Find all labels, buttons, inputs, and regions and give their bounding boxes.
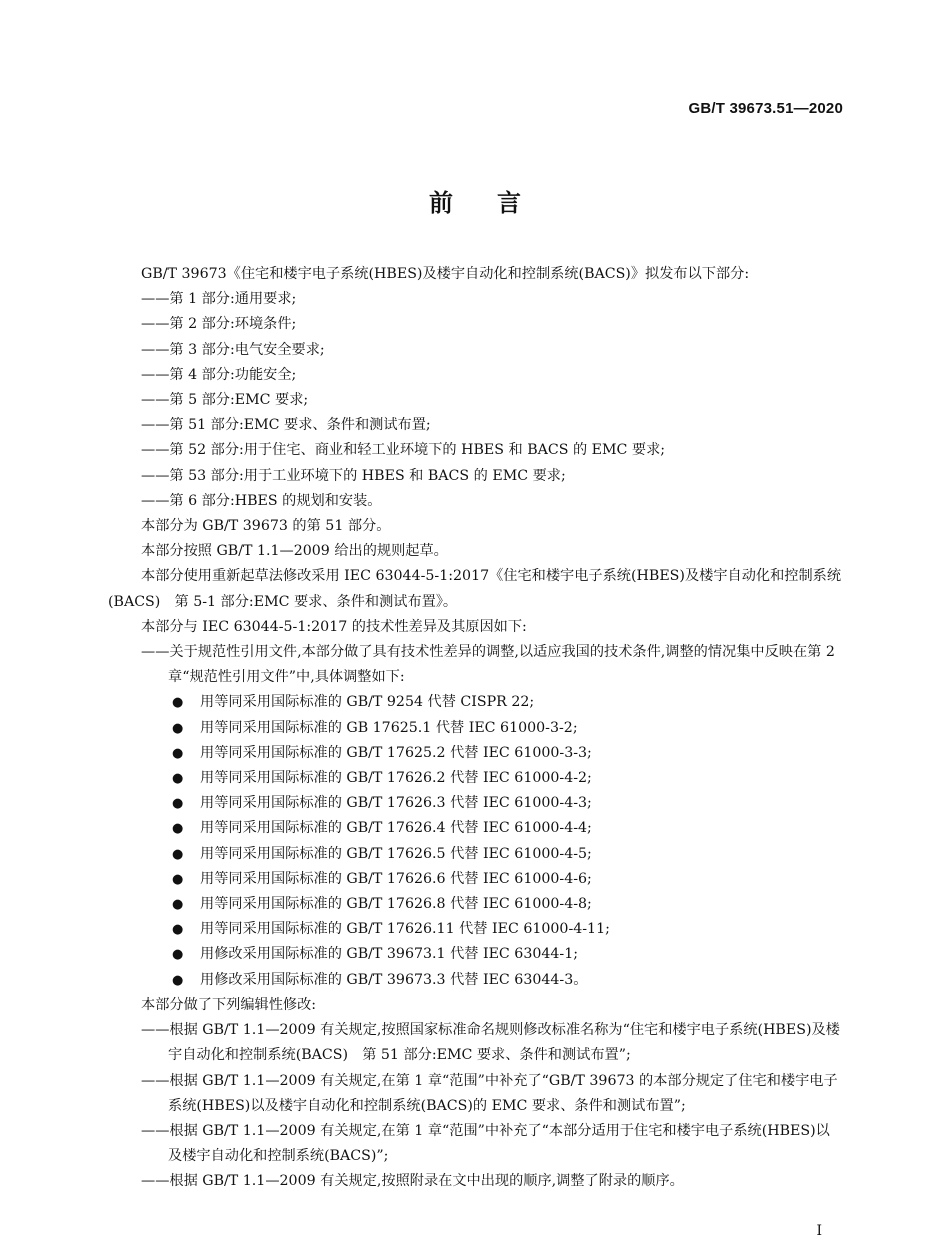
bullet-item: ● 用等同采用国际标准的 GB/T 17626.3 代替 IEC 61000-4-3;: [108, 791, 843, 816]
bullet-item: ● 用等同采用国际标准的 GB/T 17626.4 代替 IEC 61000-4-4;: [108, 816, 843, 841]
part-item: ——第 51 部分:EMC 要求、条件和测试布置;: [141, 417, 431, 434]
bullet-dot-icon: ●: [172, 897, 184, 913]
editorial-item: ——根据 GB/T 1.1—2009 有关规定,按照附录在文中出现的顺序,调整了附录的顺序。: [141, 1173, 684, 1190]
bullet-dot-icon: ●: [172, 745, 184, 761]
page-title: 前言: [429, 189, 565, 217]
bullet-dot-icon: ●: [172, 796, 184, 812]
bullet-item: ● 用等同采用国际标准的 GB 17625.1 代替 IEC 61000-3-2;: [108, 716, 843, 741]
bullet-item: ● 用修改采用国际标准的 GB/T 39673.3 代替 IEC 63044-3。: [108, 968, 843, 993]
bullet-dot-icon: ●: [172, 947, 184, 963]
bullet-item: ● 用修改采用国际标准的 GB/T 39673.1 代替 IEC 63044-1;: [108, 942, 843, 967]
intro-paragraph: GB/T 39673《住宅和楼宇电子系统(HBES)及楼宇自动化和控制系统(BACS)》拟发布以下部分:: [141, 266, 750, 282]
part-item: ——第 5 部分:EMC 要求;: [141, 392, 309, 409]
differences-paragraph: 本部分与 IEC 63044-5-1:2017 的技术性差异及其原因如下:: [141, 618, 527, 635]
bullet-dot-icon: ●: [172, 972, 184, 988]
bullet-dot-icon: ●: [172, 821, 184, 837]
editorial-item: ——根据 GB/T 1.1—2009 有关规定,在第 1 章“范围”中补充了“GB/T 39673 的本部分规定了住宅和楼宇电子系统(HBES)以及楼宇自动化和控制系统(BACS)的 EMC 要求、条件和测试布置”;: [141, 1072, 838, 1114]
foreword-body: [108, 262, 843, 1195]
bullet-dot-icon: ●: [172, 871, 184, 887]
bullet-item: ● 用等同采用国际标准的 GB/T 17626.6 代替 IEC 61000-4-6;: [108, 867, 843, 892]
drafting-paragraph: 本部分按照 GB/T 1.1—2009 给出的规则起草。: [141, 543, 448, 560]
bullet-dot-icon: ●: [172, 720, 184, 736]
editorial-item: ——根据 GB/T 1.1—2009 有关规定,在第 1 章“范围”中补充了“本部分适用于住宅和楼宇电子系统(HBES)以及楼宇自动化和控制系统(BACS)”;: [141, 1122, 830, 1165]
part-item: ——第 1 部分:通用要求;: [141, 291, 297, 308]
part-of-paragraph: 本部分为 GB/T 39673 的第 51 部分。: [141, 518, 391, 535]
editorial-item: ——根据 GB/T 1.1—2009 有关规定,按照国家标准命名规则修改标准名称为“住宅和楼宇电子系统(HBES)及楼宇自动化和控制系统(BACS) 第 51 部分:EMC 要求、条件和测试布置”;: [141, 1022, 840, 1064]
part-item: ——第 3 部分:电气安全要求;: [141, 341, 325, 358]
bullet-dot-icon: ●: [172, 846, 184, 862]
part-item: ——第 4 部分:功能安全;: [141, 366, 297, 383]
differences-item: ——关于规范性引用文件,本部分做了具有技术性差异的调整,以适应我国的技术条件,调整的情况集中反映在第 2 章“规范性引用文件”中,具体调整如下:: [141, 644, 835, 686]
standard-code: GB/T 39673.51—2020: [688, 100, 843, 117]
editorial-paragraph: 本部分做了下列编辑性修改:: [141, 996, 317, 1013]
bullet-dot-icon: ●: [172, 695, 184, 711]
adoption-paragraph: 本部分使用重新起草法修改采用 IEC 63044-5-1:2017《住宅和楼宇电子系统(HBES)及楼宇自动化和控制系统(BACS) 第 5-1 部分:EMC 要求、条件和测试布置》。: [108, 568, 842, 610]
part-item: ——第 53 部分:用于工业环境下的 HBES 和 BACS 的 EMC 要求;: [141, 467, 566, 484]
part-item: ——第 52 部分:用于住宅、商业和轻工业环境下的 HBES 和 BACS 的 EMC 要求;: [141, 442, 666, 459]
part-item: ——第 2 部分:环境条件;: [141, 316, 297, 333]
bullet-item: ● 用等同采用国际标准的 GB/T 17625.2 代替 IEC 61000-3-3;: [108, 741, 843, 766]
page-number: I: [816, 1223, 822, 1239]
bullet-dot-icon: ●: [172, 771, 184, 787]
bullet-item: ● 用等同采用国际标准的 GB/T 17626.5 代替 IEC 61000-4-5;: [108, 842, 843, 867]
bullet-item: ● 用等同采用国际标准的 GB/T 9254 代替 CISPR 22;: [108, 690, 843, 715]
bullet-item: ● 用等同采用国际标准的 GB/T 17626.11 代替 IEC 61000-4-11;: [108, 917, 843, 942]
bullet-item: ● 用等同采用国际标准的 GB/T 17626.8 代替 IEC 61000-4-8;: [108, 892, 843, 917]
bullet-item: ● 用等同采用国际标准的 GB/T 17626.2 代替 IEC 61000-4-2;: [108, 766, 843, 791]
part-item: ——第 6 部分:HBES 的规划和安装。: [141, 492, 382, 509]
bullet-dot-icon: ●: [172, 922, 184, 938]
